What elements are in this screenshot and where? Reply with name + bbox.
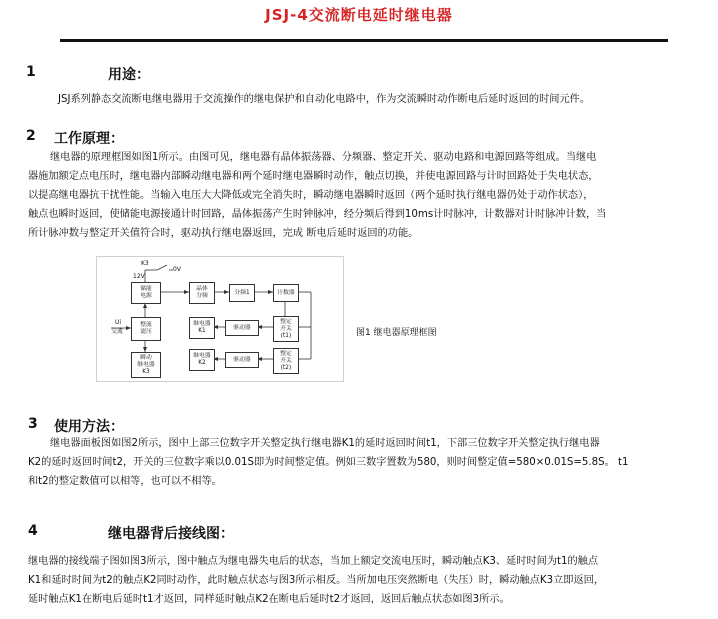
- block-text: 开关: [280, 357, 292, 364]
- text-line: 以提高继电器抗干扰性能。当输入电压大大降低或完全消失时，瞬动继电器瞬时返回（两个延时执行继电器仍处于动作状态），: [28, 190, 594, 201]
- section-3-title: 使用方法：: [54, 419, 124, 435]
- text-line: 器施加额定点电压时，继电器内部瞬动继电器和两个延时继电器瞬时动作，触点切换，并使电源回路与计时回路处于失电状态，: [28, 171, 599, 182]
- block-text: 驱动器: [233, 356, 251, 363]
- zero-volt-label: 0V: [173, 266, 181, 273]
- block-text: 分频1: [234, 289, 250, 296]
- k3-switch-label: K3: [141, 260, 149, 267]
- text-line: 触点也瞬时返回，使储能电源接通计时回路，晶体振荡产生时钟脉冲，经分频后得到10ms计时脉冲，计数器对计时脉冲计数，当: [28, 209, 607, 220]
- block-relay-k1: [189, 317, 215, 339]
- block-text: 计数器: [277, 289, 295, 296]
- block-set-switch-t2: [273, 348, 299, 374]
- block-text: 储能: [140, 286, 152, 292]
- 12v-label: 12V: [133, 273, 145, 280]
- block-set-switch-t1: [273, 316, 299, 342]
- block-crystal-oscillator: [189, 282, 215, 304]
- text-line: K2的延时返回时间t2，开关的三位数字乘以0.01S即为时间整定值。例如三数字置数为580，则时间整定值=580×0.01S=5.8S。 t1: [28, 457, 629, 468]
- ui-label: Ui: [115, 319, 122, 326]
- block-instant-relay: [131, 352, 161, 378]
- text-line: JSJ系列静态交流断电继电器用于交流操作的继电保护和自动化电路中，作为交流瞬时动作断电后延时返回的时间元件。: [58, 94, 591, 105]
- block-text: 电源: [140, 293, 152, 299]
- text-line: 继电器面板图如图2所示，图中上部三位数字开关整定执行继电器K1的延时返回时间t1，下部三位数字开关整定执行继电器: [50, 438, 600, 449]
- block-driver-2: [225, 352, 259, 368]
- block-text: 继电器: [137, 361, 155, 368]
- block-rectifier: [131, 317, 161, 341]
- section-2-title: 工作原理：: [54, 131, 124, 147]
- section-4-body: [28, 552, 604, 609]
- block-text: 继电器: [193, 321, 211, 327]
- text-line: 继电器的原理框图如图1所示。由图可见，继电器有晶体振荡器、分频器、整定开关、驱动电路和电源回路等组成。当继电: [50, 152, 597, 163]
- block-text: 整流: [140, 322, 152, 328]
- block-text: (t2): [280, 364, 292, 371]
- block-text: K1: [198, 328, 206, 334]
- block-text: 分频: [196, 293, 208, 299]
- block-storage-power: [131, 282, 161, 304]
- block-text: (t1): [280, 332, 292, 339]
- text-line: 所计脉冲数与整定开关值符合时，驱动执行继电器返回，完成 断电后延时返回的功能。: [28, 228, 419, 239]
- page-title: JSJ-4交流断电延时继电器: [265, 6, 453, 24]
- text-line: 继电器的接线端子图如图3所示，图中触点为继电器失电后的状态，当加上额定交流电压时，瞬动触点K3、延时时间为t1的触点: [28, 556, 599, 567]
- block-text: 整定: [280, 350, 292, 357]
- block-text: K3: [142, 368, 150, 375]
- section-2-number: 2: [26, 128, 36, 144]
- ac-label: 交流: [111, 328, 124, 335]
- section-3-body: [28, 434, 629, 491]
- text-line: K1和延时时间为t2的触点K2同时动作，此时触点状态与图3所示相反。当所加电压突然断电（失压）时，瞬动触点K3立即返回，: [28, 575, 605, 586]
- block-divider: [229, 284, 255, 302]
- block-diagram: [96, 256, 344, 382]
- text-line: 延时触点K1在断电后延时t1才返回，同样延时触点K2在断电后延时t2才返回，返回后触点状态如图3所示。: [28, 594, 510, 605]
- block-counter: [273, 284, 299, 302]
- section-2-body: [28, 148, 606, 243]
- block-text: 继电器: [193, 353, 211, 359]
- section-1-number: 1: [26, 64, 36, 80]
- block-text: 整定: [280, 318, 292, 325]
- figure-1-caption: 图1 继电器原理框图: [356, 328, 437, 338]
- section-3-number: 3: [28, 416, 38, 432]
- block-text: 瞬动: [140, 354, 152, 361]
- block-driver-1: [225, 320, 259, 336]
- section-1-body: [58, 90, 590, 109]
- title-divider: [60, 39, 668, 42]
- section-4-number: 4: [28, 523, 38, 539]
- block-text: 滤压: [140, 329, 152, 335]
- text-line: 和t2的整定数值可以相等，也可以不相等。: [28, 476, 222, 487]
- block-text: 晶体: [196, 286, 208, 292]
- block-text: K2: [198, 360, 206, 366]
- section-1-title: 用途：: [108, 67, 150, 83]
- section-4-title: 继电器背后接线图：: [108, 526, 234, 542]
- block-text: 驱动器: [233, 324, 251, 331]
- block-relay-k2: [189, 349, 215, 371]
- block-text: 开关: [280, 325, 292, 332]
